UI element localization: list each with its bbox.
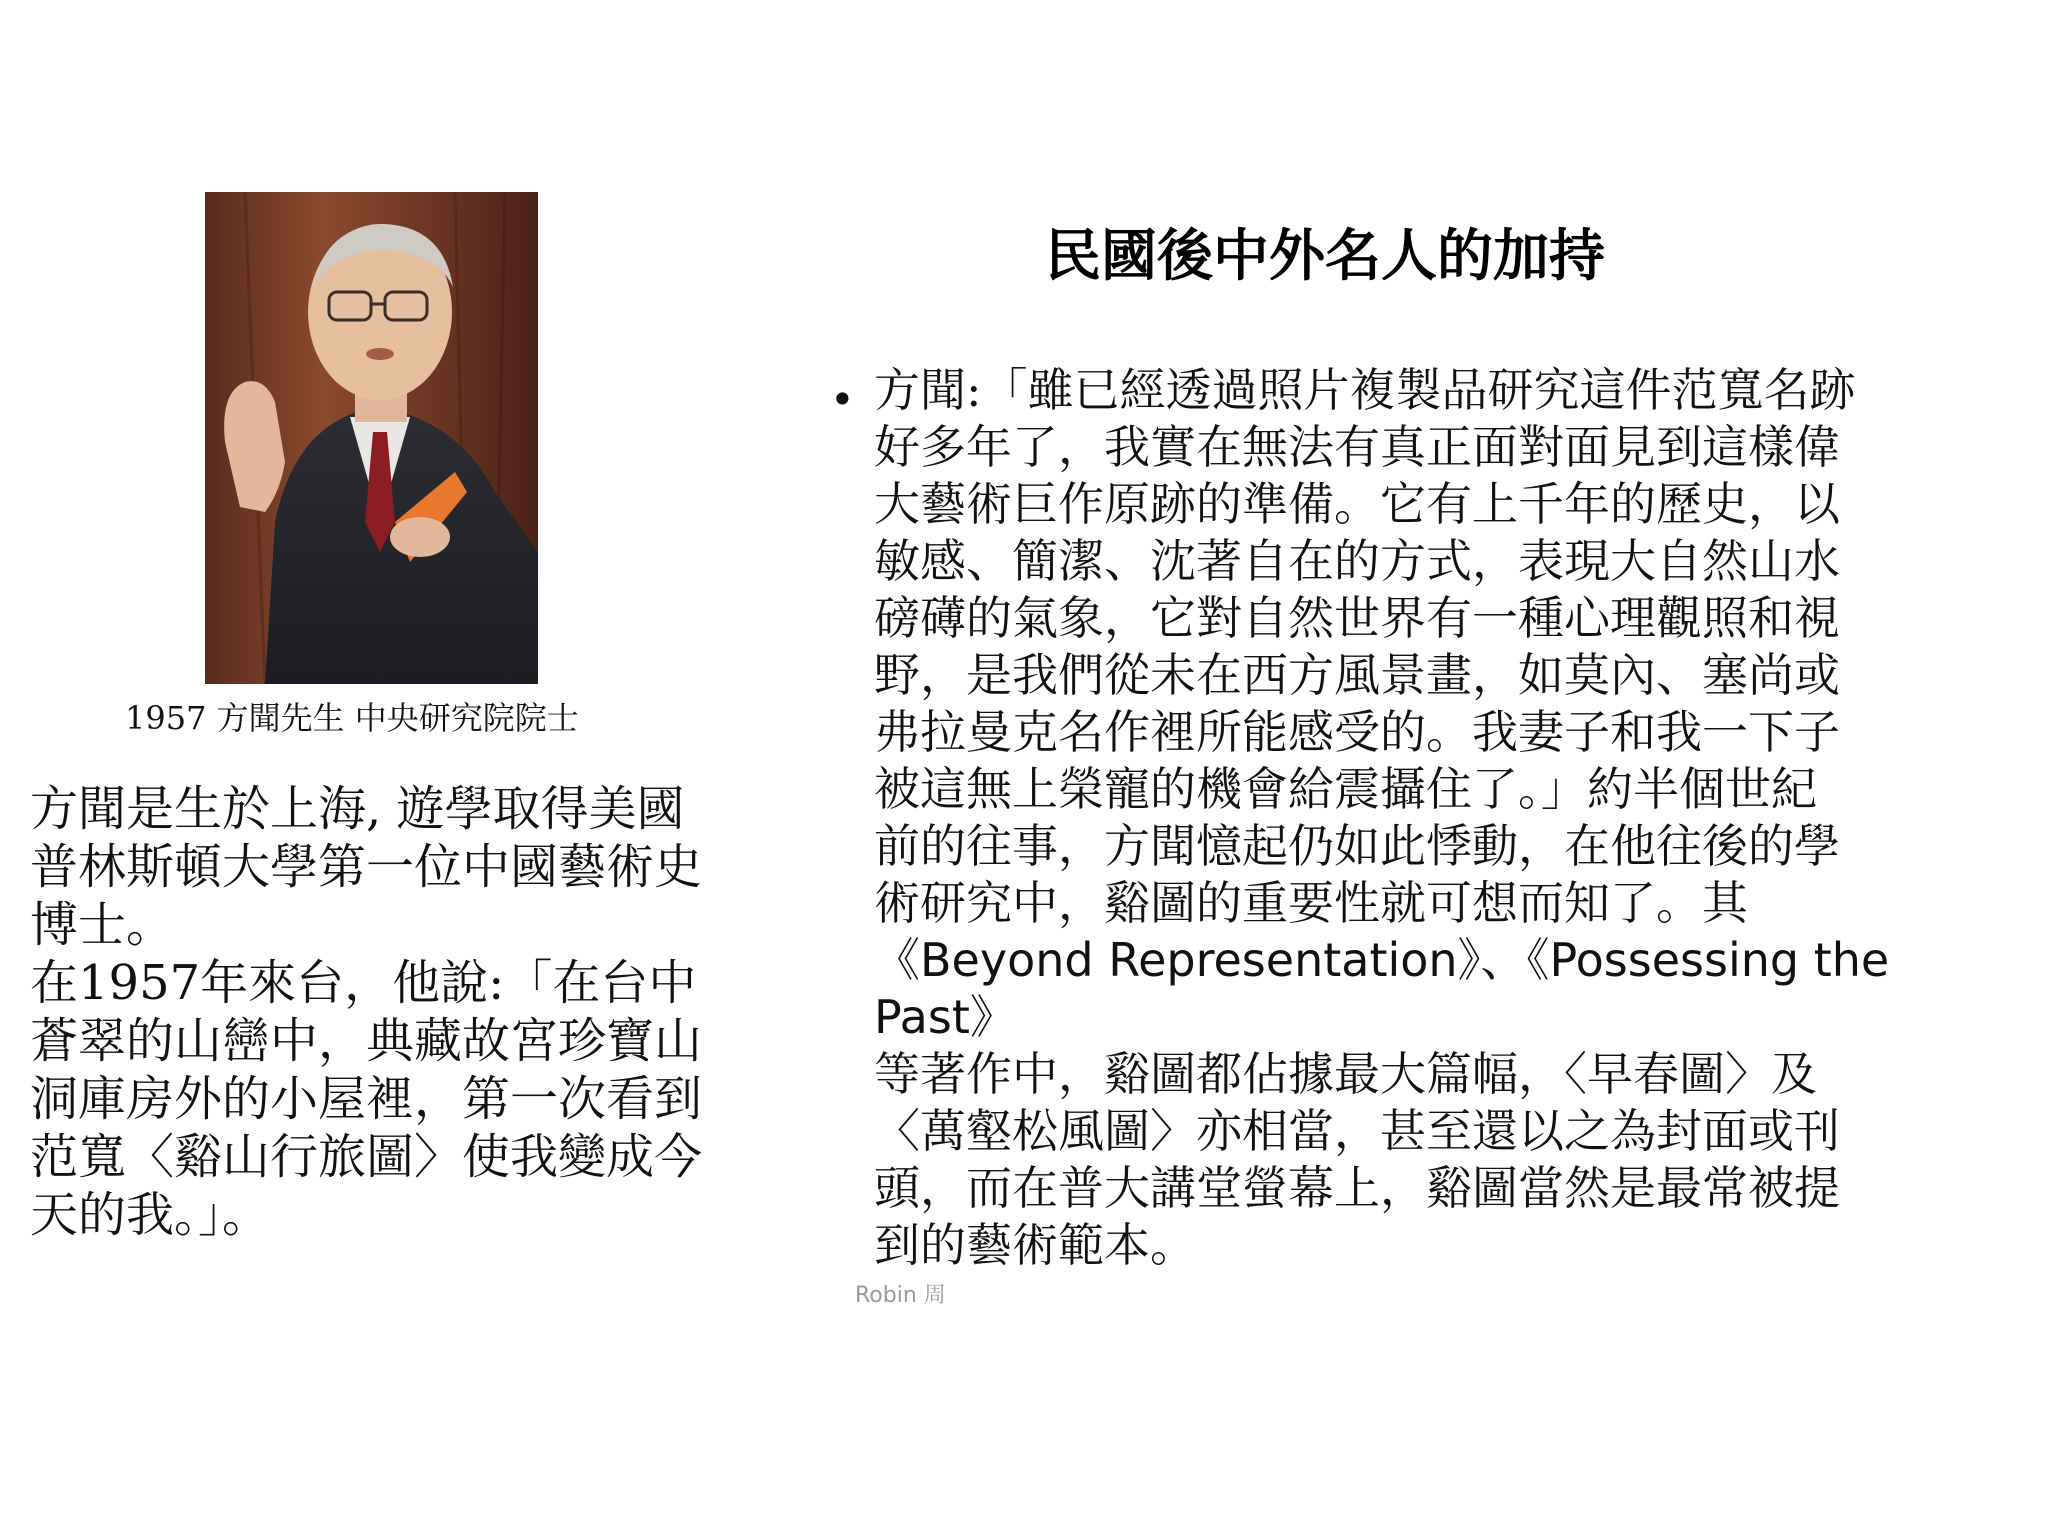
quote-line: 前的往事，方聞憶起仍如此悸動，在他往後的學 xyxy=(874,819,1840,873)
quote-line: 磅礡的氣象，它對自然世界有一種心理觀照和視 xyxy=(874,591,1840,645)
slide-title: 民國後中外名人的加持 xyxy=(1045,224,1605,289)
bullet-marker: • xyxy=(830,375,855,424)
quote-line: 好多年了，我實在無法有真正面對面見到這樣偉 xyxy=(874,420,1840,474)
quote-line: 弗拉曼克名作裡所能感受的。我妻子和我一下子 xyxy=(874,705,1840,759)
photo-caption: 1957 方聞先生 中央研究院院士 xyxy=(125,699,579,737)
quote-line: 頭，而在普大講堂螢幕上，谿圖當然是最常被提 xyxy=(874,1161,1840,1215)
quote-line: 等著作中，谿圖都佔據最大篇幅，〈早春圖〉及 xyxy=(874,1047,1817,1101)
quote-line: 〈萬壑松風圖〉亦相當，甚至還以之為封面或刊 xyxy=(874,1104,1840,1158)
intro-text xyxy=(30,780,730,1244)
quote-line: 大藝術巨作原跡的準備。它有上千年的歷史，以 xyxy=(874,477,1840,531)
quote-line-book-titles: 《Beyond Representation》、《Possessing the Past》 xyxy=(874,933,1890,1044)
intro-paragraph-2: 在1957年來台，他說:「在台中蒼翠的山巒中，典藏故宮珍寶山洞庫房外的小屋裡，第一次看到范寬〈谿山行旅圖〉使我變成今天的我。」。 xyxy=(30,955,703,1243)
quote-line: 被這無上榮寵的機會給震攝住了。」約半個世紀 xyxy=(874,762,1817,816)
quote-line: 野，是我們從未在西方風景畫，如莫內、塞尚或 xyxy=(874,648,1840,702)
quote-text xyxy=(874,362,2014,1274)
quote-line: 敏感、簡潔、沈著自在的方式，表現大自然山水 xyxy=(874,534,1840,588)
quote-bullet xyxy=(830,362,2020,1274)
portrait-photo xyxy=(205,192,538,684)
quote-line: 方聞:「雖已經透過照片複製品研究這件范寬名跡 xyxy=(874,363,1856,417)
quote-line: 術研究中，谿圖的重要性就可想而知了。其 xyxy=(874,876,1748,930)
footer-author: Robin 周 xyxy=(855,1283,946,1308)
intro-paragraph-1: 方聞是生於上海, 遊學取得美國普林斯頓大學第一位中國藝術史博士。 xyxy=(30,781,703,953)
quote-line: 到的藝術範本。 xyxy=(874,1218,1196,1272)
